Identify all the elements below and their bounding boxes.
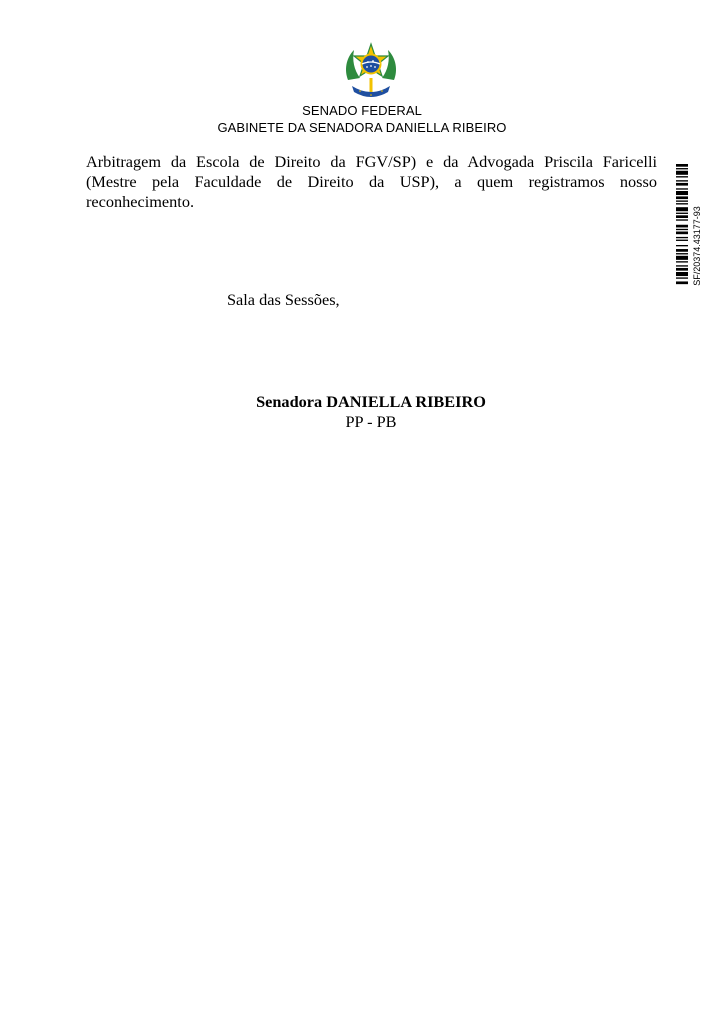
barcode-bar bbox=[676, 237, 688, 238]
barcode-bar bbox=[676, 207, 688, 211]
barcode-bar bbox=[676, 249, 688, 252]
barcode-bar bbox=[676, 200, 688, 201]
barcode-bar bbox=[676, 253, 688, 254]
barcode-bar bbox=[676, 277, 688, 278]
barcode-bar bbox=[676, 176, 688, 177]
body-line: reconhecimento. bbox=[86, 192, 195, 211]
barcode-bar bbox=[676, 229, 688, 230]
barcode-bar bbox=[676, 265, 688, 266]
barcode-bar bbox=[676, 232, 688, 235]
barcode-icon bbox=[676, 164, 688, 330]
barcode-bar bbox=[676, 188, 688, 189]
barcode-bar bbox=[676, 281, 688, 284]
barcode-bar bbox=[676, 180, 688, 181]
barcode-bar bbox=[676, 219, 688, 220]
body-line: (Mestre pela Faculdade de Direito da USP), a quem registramos nosso bbox=[86, 172, 657, 191]
header-office: GABINETE DA SENADORA DANIELLA RIBEIRO bbox=[217, 120, 507, 135]
barcode-bar bbox=[676, 240, 688, 241]
document-code: SF/20374.43177-93 bbox=[692, 206, 702, 286]
barcode-bar bbox=[676, 268, 688, 271]
header-institution: SENADO FEDERAL bbox=[302, 103, 422, 118]
barcode-bar bbox=[676, 164, 688, 167]
barcode-bar bbox=[676, 213, 688, 214]
signature-name: Senadora DANIELLA RIBEIRO bbox=[256, 392, 486, 411]
barcode-bar bbox=[676, 272, 688, 276]
barcode-bar bbox=[676, 183, 688, 186]
barcode-bar bbox=[676, 261, 688, 262]
barcode-bar bbox=[676, 256, 688, 260]
barcode-bar bbox=[676, 191, 688, 195]
body-paragraph bbox=[86, 152, 657, 212]
closing-text: Sala das Sessões, bbox=[227, 290, 340, 309]
barcode-bar bbox=[676, 225, 688, 228]
signature-party: PP - PB bbox=[345, 412, 397, 431]
brazil-coat-of-arms-icon bbox=[342, 42, 400, 102]
barcode-bar bbox=[676, 245, 688, 246]
barcode-bar bbox=[676, 215, 688, 218]
body-line: Arbitragem da Escola de Direito da FGV/SP) e da Advogada Priscila Faricelli bbox=[86, 152, 657, 171]
barcode-bar bbox=[676, 168, 688, 169]
barcode-bar bbox=[676, 196, 688, 199]
barcode-bar bbox=[676, 171, 688, 175]
barcode-bar bbox=[676, 203, 688, 204]
